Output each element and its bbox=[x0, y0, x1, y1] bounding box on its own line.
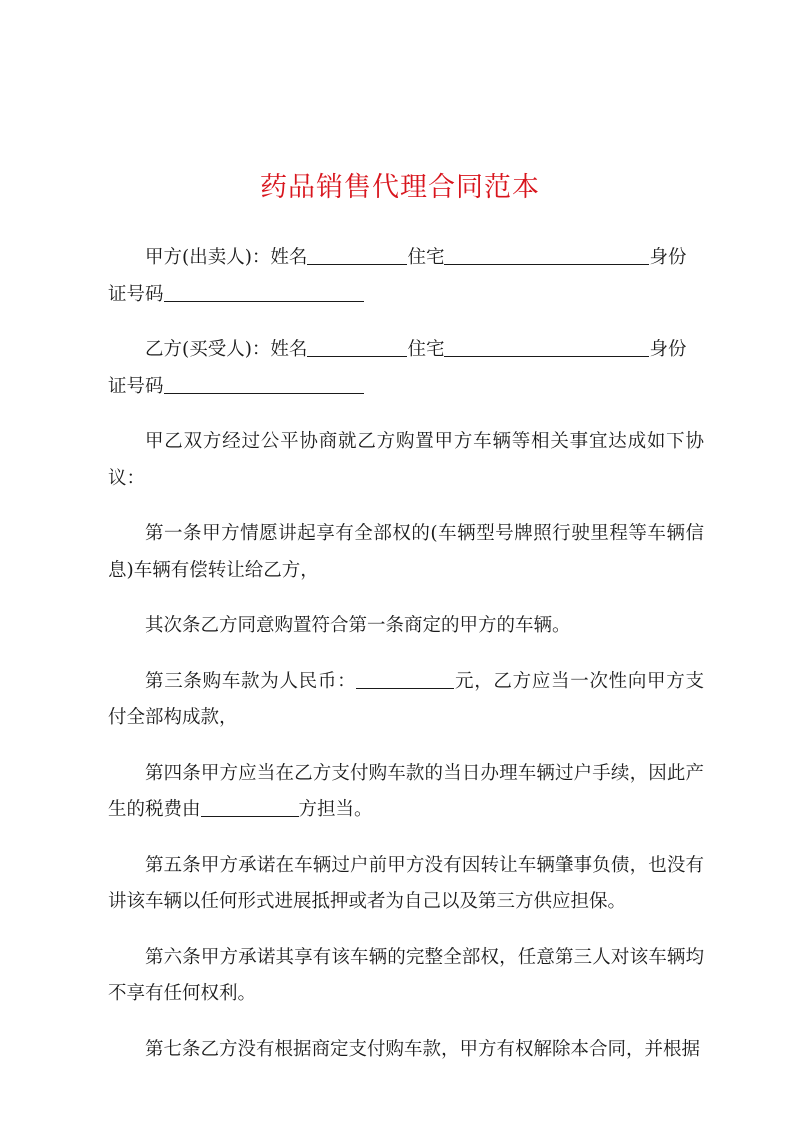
party-a-id-label-part1: 身份 bbox=[649, 247, 687, 268]
purchase-price-blank bbox=[356, 670, 454, 689]
party-a-id-blank bbox=[164, 283, 364, 302]
party-a-residence-blank bbox=[444, 246, 649, 265]
party-b-residence-label: 住宅 bbox=[407, 339, 445, 360]
party-a-residence-label: 住宅 bbox=[407, 247, 445, 268]
document-title: 药品销售代理合同范本 bbox=[260, 172, 540, 203]
article-3-text-before: 第三条购车款为人民币： bbox=[145, 670, 357, 692]
article-3-text-after: 元，乙方应当一次性向甲方支付全部构成款， bbox=[108, 670, 704, 728]
party-b-paragraph bbox=[108, 332, 704, 405]
party-a-id-label-part2: 证号码 bbox=[108, 283, 164, 305]
party-b-id-label-part2: 证号码 bbox=[108, 375, 164, 397]
article-4-text-after: 方担当。 bbox=[298, 799, 373, 820]
article-7-paragraph: 第七条乙方没有根据商定支付购车款，甲方有权解除本合同，并根据 bbox=[145, 1038, 701, 1060]
party-b-residence-blank bbox=[444, 338, 649, 357]
article-4-text-before: 第四条甲方应当在乙方支付购车款的当日办理车辆过户手续，因此产生的税费由 bbox=[108, 762, 704, 820]
article-3-paragraph bbox=[108, 664, 704, 737]
article-6-paragraph: 第六条甲方承诺其享有该车辆的完整全部权，任意第三人对该车辆均不享有任何权利。 bbox=[108, 946, 704, 1004]
article-5-paragraph: 第五条甲方承诺在车辆过户前甲方没有因转让车辆肇事负债，也没有讲该车辆以任何形式进展抵押或者为自己以及第三方供应担保。 bbox=[108, 854, 704, 912]
party-a-paragraph bbox=[108, 240, 704, 313]
article-2-paragraph: 其次条乙方同意购置符合第一条商定的甲方的车辆。 bbox=[145, 615, 571, 636]
party-b-name-blank bbox=[307, 338, 407, 357]
article-1-paragraph: 第一条甲方情愿讲起享有全部权的(车辆型号牌照行驶里程等车辆信息)车辆有偿转让给乙方， bbox=[108, 523, 704, 581]
tax-payer-blank bbox=[201, 798, 299, 817]
party-a-name-label: 甲方(出卖人)：姓名 bbox=[145, 247, 308, 268]
contract-body bbox=[108, 240, 704, 1068]
party-b-id-blank bbox=[164, 375, 364, 394]
party-b-name-label: 乙方(买受人)：姓名 bbox=[145, 339, 308, 360]
party-b-id-label-part1: 身份 bbox=[649, 339, 687, 360]
party-a-name-blank bbox=[307, 246, 407, 265]
intro-paragraph: 甲乙双方经过公平协商就乙方购置甲方车辆等相关事宜达成如下协议： bbox=[108, 431, 704, 489]
article-4-paragraph bbox=[108, 756, 704, 829]
